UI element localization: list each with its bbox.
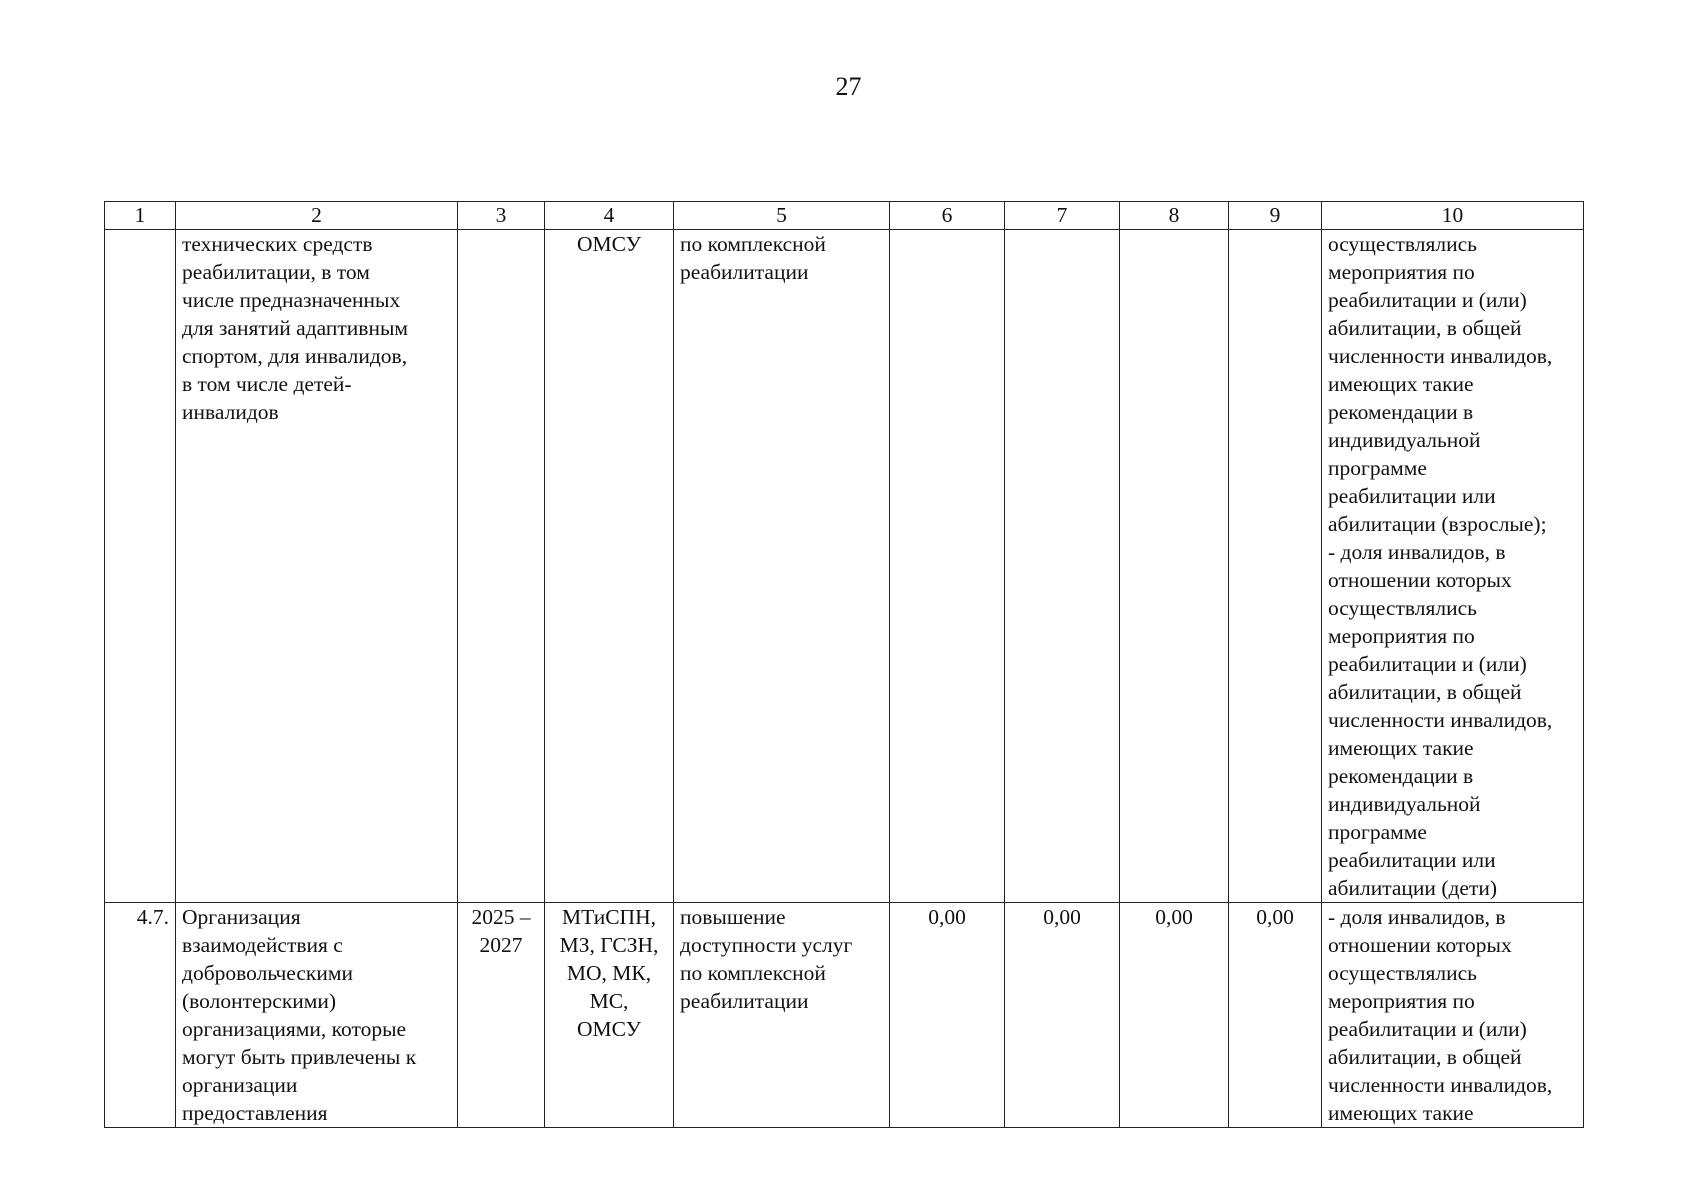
executors-cell: ОМСУ [545, 230, 674, 903]
header-cell: 1 [105, 202, 176, 230]
indicator-cell: осуществлялись мероприятия по реабилитации и (или) абилитации, в общей численности инвалидов, имеющих такие рекомендации в индивидуальной программе реабилитации или абилитации (взрослые); - доля инвалидов, в отношении которых осуществлялись мероприятия по реабилитации и (или) абилитации, в общей численности инвалидов, имеющих такие рекомендации в индивидуальной программе реабилитации или абилитации (дети) [1322, 230, 1584, 903]
page-number: 27 [835, 72, 862, 101]
value-cell: 0,00 [1120, 903, 1229, 1128]
table-header-row [105, 202, 1584, 230]
header-cell: 10 [1322, 202, 1584, 230]
activity-name-cell: Организация взаимодействия с добровольческими (волонтерскими) организациями, которые могут быть привлечены к организации предоставления [176, 903, 458, 1128]
value-cell [1229, 230, 1322, 903]
table-row [105, 230, 1584, 903]
header-cell: 3 [458, 202, 545, 230]
executors-cell: МТиСПН, МЗ, ГСЗН, МО, МК, МС, ОМСУ [545, 903, 674, 1128]
header-cell: 2 [176, 202, 458, 230]
item-number-cell [105, 230, 176, 903]
period-cell [458, 230, 545, 903]
program-table [104, 201, 1584, 1128]
value-cell: 0,00 [890, 903, 1005, 1128]
header-cell: 6 [890, 202, 1005, 230]
result-cell: по комплексной реабилитации [674, 230, 890, 903]
table-row [105, 903, 1584, 1128]
header-cell: 8 [1120, 202, 1229, 230]
value-cell: 0,00 [1229, 903, 1322, 1128]
value-cell [890, 230, 1005, 903]
value-cell: 0,00 [1005, 903, 1120, 1128]
period-cell: 2025 – 2027 [458, 903, 545, 1128]
activity-name-cell: технических средств реабилитации, в том числе предназначенных для занятий адаптивным спортом, для инвалидов, в том числе детей- инвалидов [176, 230, 458, 903]
value-cell [1005, 230, 1120, 903]
header-cell: 7 [1005, 202, 1120, 230]
header-cell: 9 [1229, 202, 1322, 230]
header-cell: 5 [674, 202, 890, 230]
value-cell [1120, 230, 1229, 903]
header-cell: 4 [545, 202, 674, 230]
indicator-cell: - доля инвалидов, в отношении которых осуществлялись мероприятия по реабилитации и (или) абилитации, в общей численности инвалидов, имеющих такие [1322, 903, 1584, 1128]
result-cell: повышение доступности услуг по комплексной реабилитации [674, 903, 890, 1128]
item-number-cell: 4.7. [105, 903, 176, 1128]
